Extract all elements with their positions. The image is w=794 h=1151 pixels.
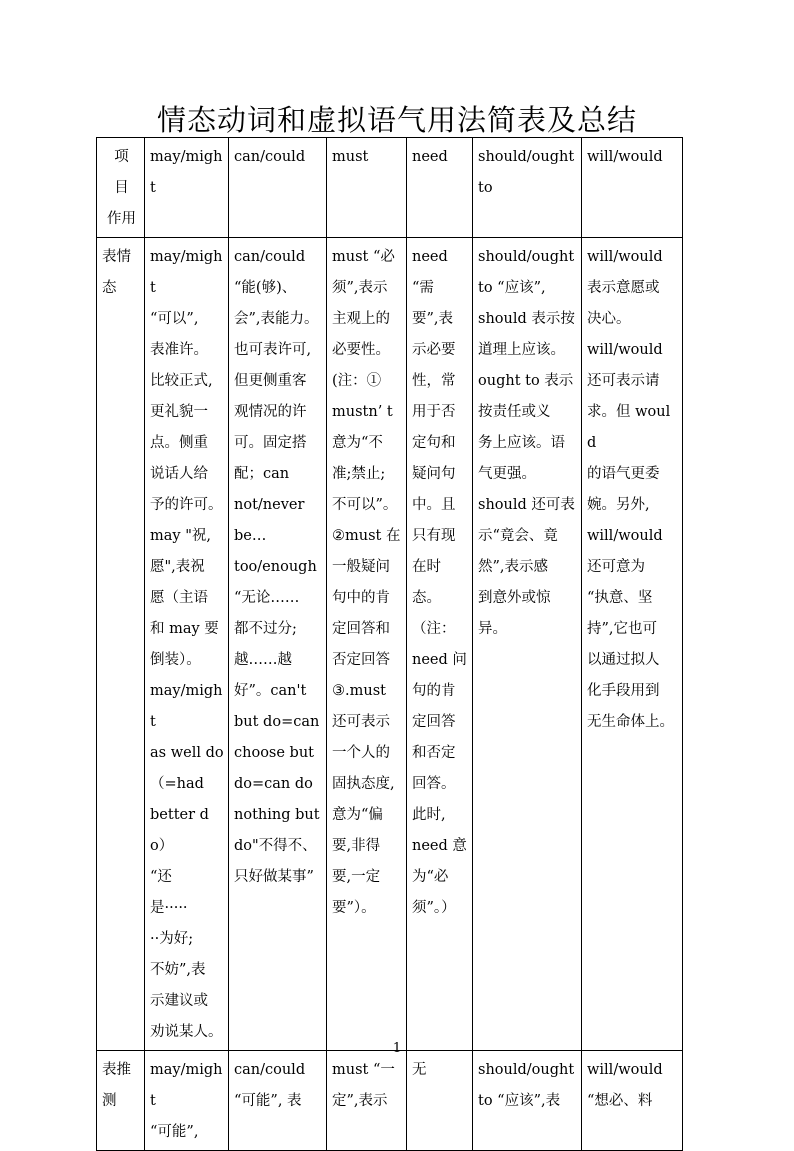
cell-should-speculation: should/ought to “应该”,表 — [473, 1051, 582, 1151]
table-row — [97, 1051, 683, 1151]
cell-can-could-speculation: can/could “可能”, 表 — [229, 1051, 327, 1151]
cell-must-mood: must “必 须”,表示 主观上的 必要性。 (注：① mustn’ t 意为“不 准;禁止; 不可以”。 ②must 在 一般疑问 句中的肯 定回答和 否定回答 ③.must 还可表示 一个人的 固执态度, 意为“偏 要,非得 要,一定 要”）。 — [327, 238, 407, 1051]
header-cell-need: need — [407, 138, 473, 238]
corner-line-1: 项 — [114, 149, 129, 165]
cell-will-would-mood: will/would 表示意愿或 决心。 will/would 还可表示请 求。但 would 的语气更委 婉。另外, will/would 还可意为 “执意、坚 持”,它也可 以通过拟人 化手段用到 无生命体上。 — [582, 238, 683, 1051]
row-label-mood: 表情 态 — [97, 238, 145, 1051]
table-header-row — [97, 138, 683, 238]
cell-may-might-speculation: may/might “可能”, — [145, 1051, 229, 1151]
header-cell-will-would: will/would — [582, 138, 683, 238]
header-cell-must: must — [327, 138, 407, 238]
header-cell-may-might: may/might — [145, 138, 229, 238]
cell-will-would-speculation: will/would “想必、料 — [582, 1051, 683, 1151]
header-cell-should-ought-to: should/ought to — [473, 138, 582, 238]
cell-may-might-mood: may/might “可以”, 表准许。 比较正式, 更礼貌一 点。侧重 说话人给 予的许可。 may "祝, 愿",表祝 愿（主语 和 may 要 倒装）。 may/might as well do （=had better do） “还 是····· ··为好; 不妨”,表 示建议或 劝说某人。 — [145, 238, 229, 1051]
corner-line-3: 作用 — [107, 211, 136, 227]
cell-can-could-mood: can/could “能(够)、 会”,表能力。 也可表许可, 但更侧重客 观情况的许 可。固定搭 配；can not/never be… too/enough “无论…… 都不过分; 越……越 好”。can't but do=can choose but do=can do nothing but do"不得不、 只好做某事” — [229, 238, 327, 1051]
cell-should-mood: should/ought to “应该”, should 表示按 道理上应该。 ought to 表示 按责任或义 务上应该。语 气更强。 should 还可表 示“竟会、竟 然”,表示感 到意外或惊 异。 — [473, 238, 582, 1051]
row-label-speculation: 表推 测 — [97, 1051, 145, 1151]
header-cell-can-could: can/could — [229, 138, 327, 238]
page-title: 情态动词和虚拟语气用法简表及总结 — [156, 103, 637, 137]
cell-need-speculation: 无 — [407, 1051, 473, 1151]
cell-must-speculation: must “一 定”,表示 — [327, 1051, 407, 1151]
header-corner-cell — [97, 138, 145, 238]
corner-line-2: 目 — [114, 180, 129, 196]
modal-verbs-table — [96, 137, 683, 1151]
cell-need-mood: need “需 要”,表 示必要 性，常 用于否 定句和 疑问句 中。且 只有现 在时态。 （注： need 问 句的肯 定回答 和否定 回答。 此时, need 意 为“必 须”。） — [407, 238, 473, 1051]
table-row — [97, 238, 683, 1051]
page-number: 1 — [392, 1041, 402, 1056]
